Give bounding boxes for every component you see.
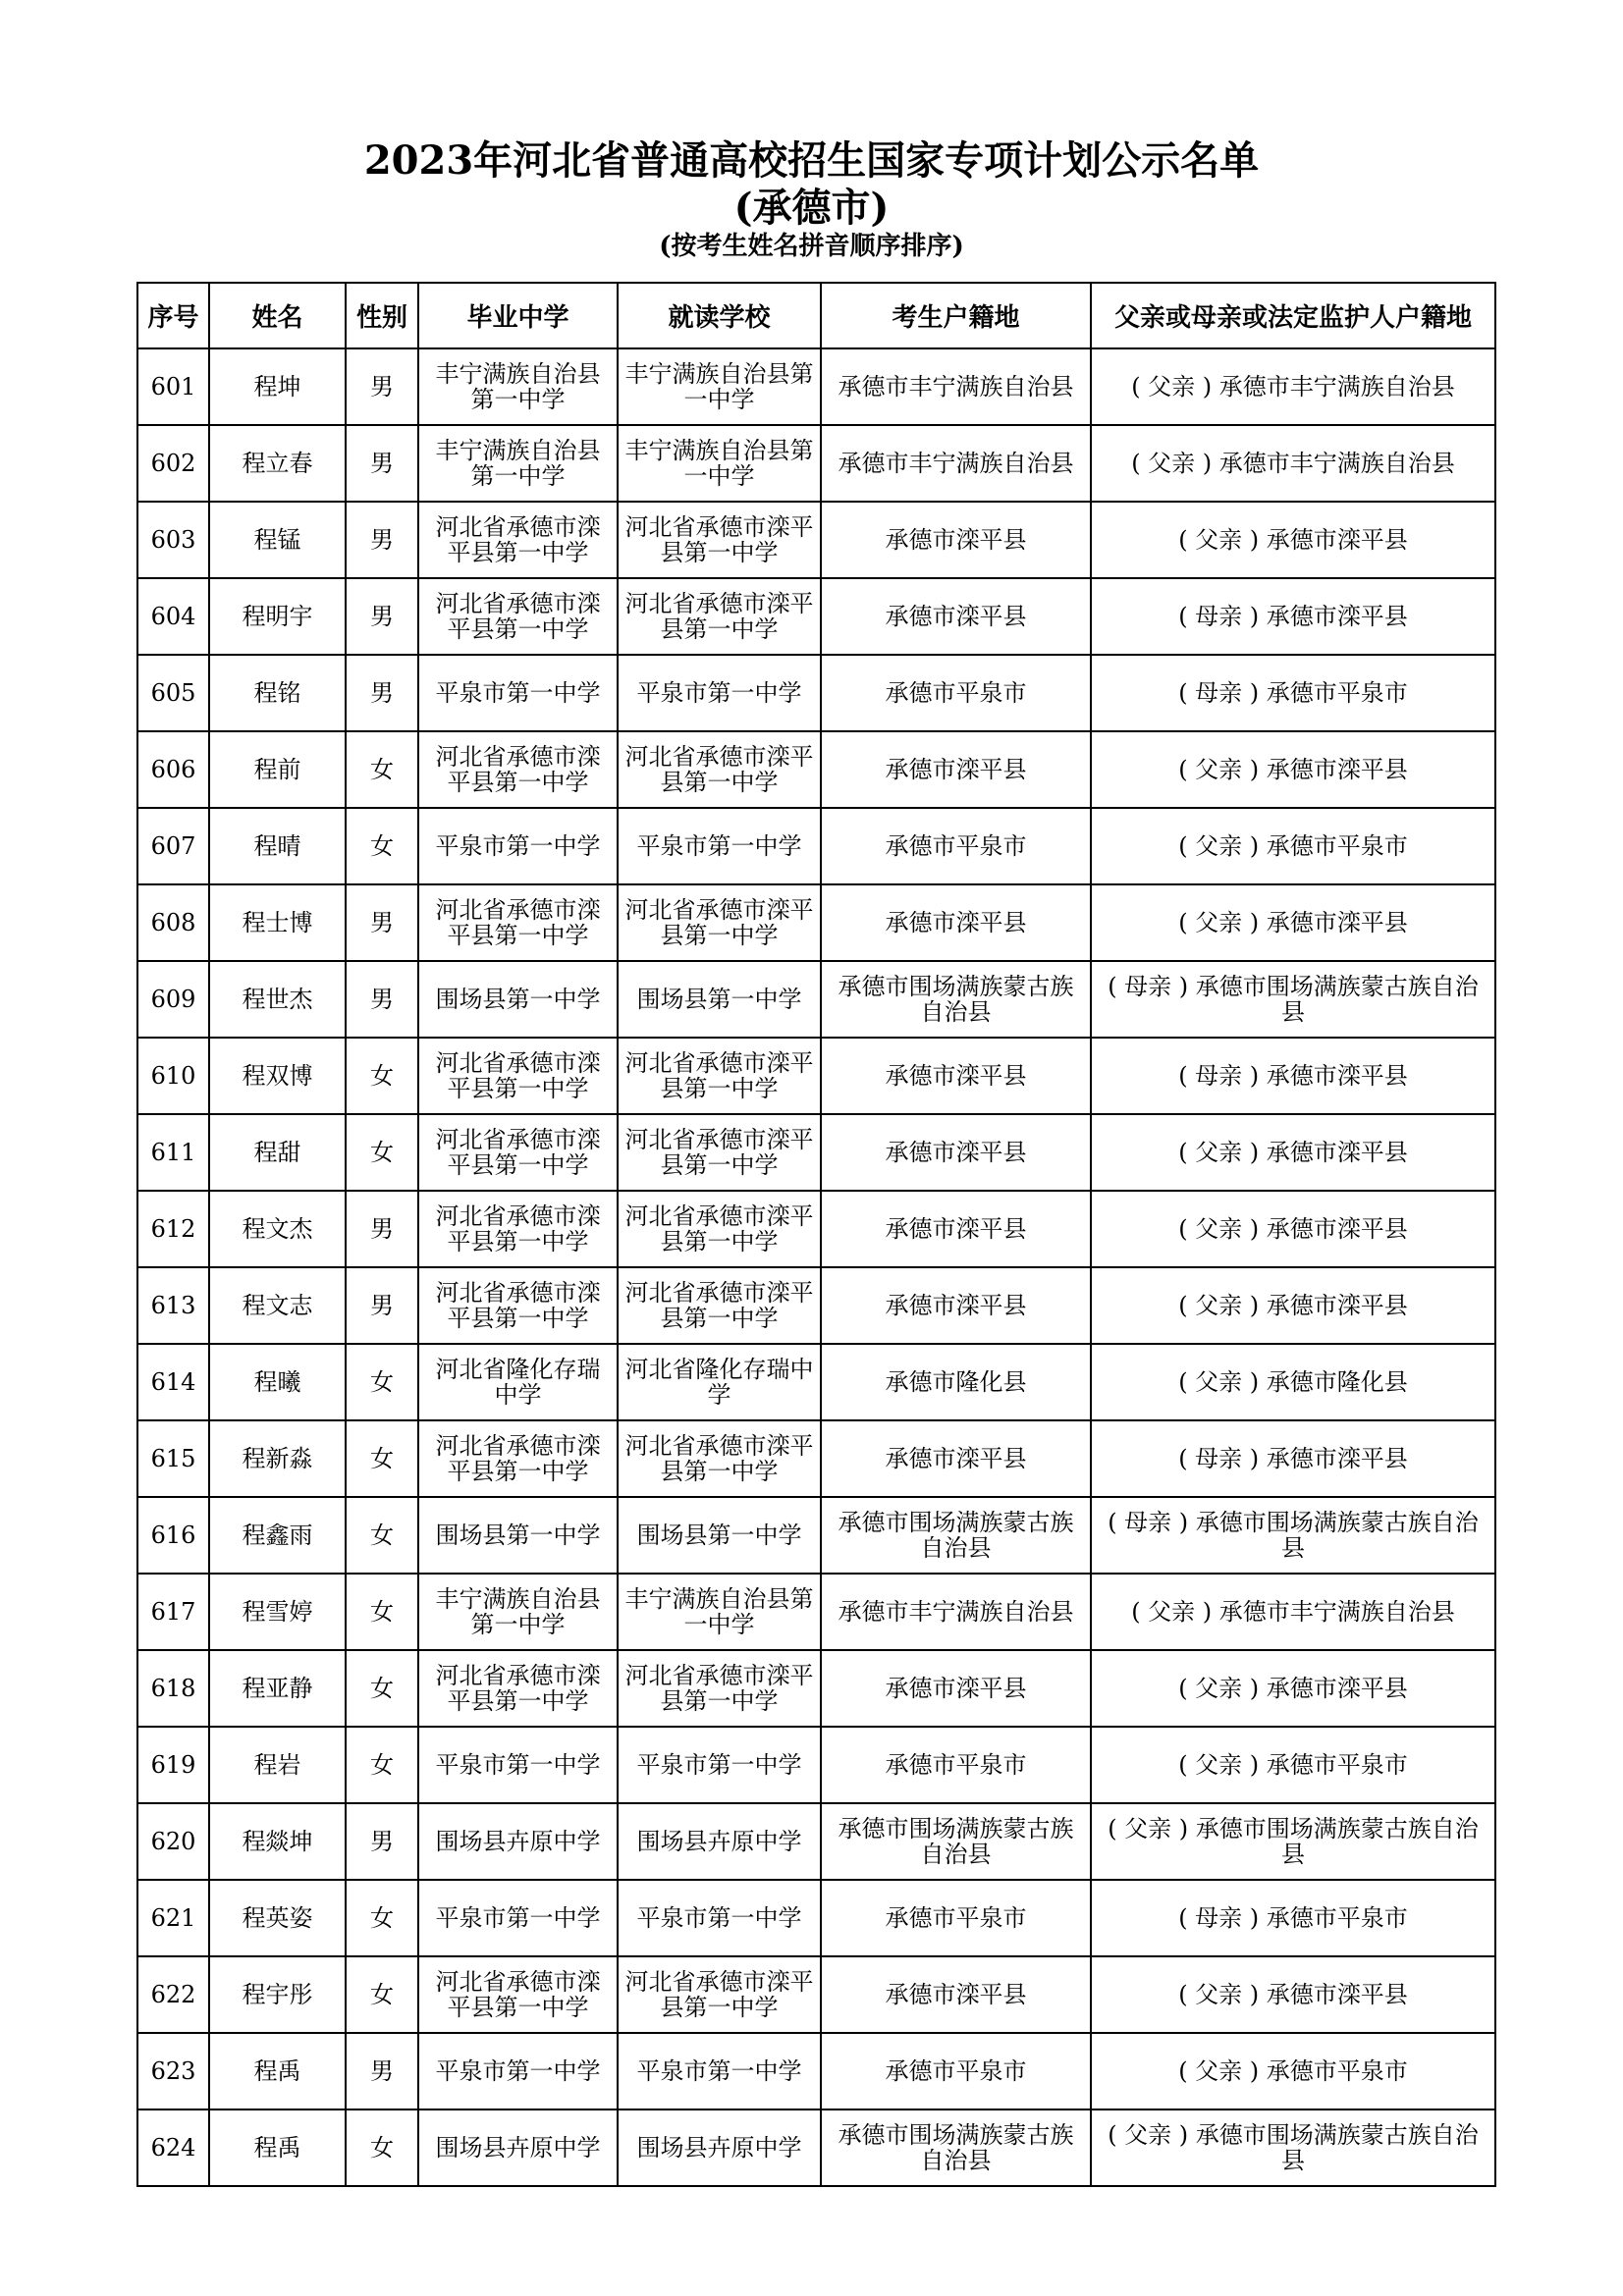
page-title: 2023年河北省普通高校招生国家专项计划公示名单 xyxy=(363,137,1260,184)
cell-student-residence: 承德市平泉市 xyxy=(821,1880,1091,1956)
table-row xyxy=(137,1574,1495,1650)
cell-graduated-school: 围场县卉原中学 xyxy=(418,1803,618,1880)
cell-graduated-school: 河北省承德市滦平县第一中学 xyxy=(418,1650,618,1727)
cell-name: 程英姿 xyxy=(209,1880,346,1956)
cell-current-school: 河北省承德市滦平县第一中学 xyxy=(618,1956,821,2033)
cell-name: 程立春 xyxy=(209,425,346,502)
cell-index: 609 xyxy=(137,961,209,1038)
cell-current-school: 河北省承德市滦平县第一中学 xyxy=(618,731,821,808)
sort-note: (按考生姓名拼音顺序排序) xyxy=(659,232,964,261)
cell-guardian-residence: ( 父亲 ) 承德市平泉市 xyxy=(1091,808,1495,884)
table-header-row xyxy=(137,283,1495,348)
cell-guardian-residence: ( 父亲 ) 承德市丰宁满族自治县 xyxy=(1091,348,1495,425)
table-row xyxy=(137,1497,1495,1574)
cell-name: 程明宇 xyxy=(209,578,346,655)
cell-gender: 女 xyxy=(346,1956,418,2033)
cell-gender: 女 xyxy=(346,731,418,808)
table-row xyxy=(137,1344,1495,1420)
table-row xyxy=(137,731,1495,808)
cell-index: 602 xyxy=(137,425,209,502)
cell-current-school: 丰宁满族自治县第一中学 xyxy=(618,1574,821,1650)
cell-student-residence: 承德市滦平县 xyxy=(821,578,1091,655)
cell-student-residence: 承德市围场满族蒙古族自治县 xyxy=(821,961,1091,1038)
cell-graduated-school: 丰宁满族自治县第一中学 xyxy=(418,1574,618,1650)
cell-graduated-school: 平泉市第一中学 xyxy=(418,1880,618,1956)
cell-gender: 女 xyxy=(346,2109,418,2186)
cell-guardian-residence: ( 父亲 ) 承德市滦平县 xyxy=(1091,502,1495,578)
cell-student-residence: 承德市丰宁满族自治县 xyxy=(821,1574,1091,1650)
cell-name: 程文杰 xyxy=(209,1191,346,1267)
col-header-gender: 性别 xyxy=(346,283,418,348)
cell-guardian-residence: ( 父亲 ) 承德市围场满族蒙古族自治县 xyxy=(1091,2109,1495,2186)
cell-guardian-residence: ( 父亲 ) 承德市平泉市 xyxy=(1091,1727,1495,1803)
cell-graduated-school: 河北省承德市滦平县第一中学 xyxy=(418,1114,618,1191)
cell-student-residence: 承德市平泉市 xyxy=(821,1727,1091,1803)
table-row xyxy=(137,884,1495,961)
cell-current-school: 河北省承德市滦平县第一中学 xyxy=(618,1114,821,1191)
cell-index: 608 xyxy=(137,884,209,961)
cell-current-school: 围场县第一中学 xyxy=(618,961,821,1038)
cell-graduated-school: 河北省承德市滦平县第一中学 xyxy=(418,884,618,961)
cell-guardian-residence: ( 父亲 ) 承德市丰宁满族自治县 xyxy=(1091,425,1495,502)
cell-gender: 女 xyxy=(346,1880,418,1956)
table-row xyxy=(137,1420,1495,1497)
cell-graduated-school: 河北省承德市滦平县第一中学 xyxy=(418,731,618,808)
cell-index: 605 xyxy=(137,655,209,731)
table-row xyxy=(137,1727,1495,1803)
cell-gender: 女 xyxy=(346,1727,418,1803)
cell-guardian-residence: ( 父亲 ) 承德市滦平县 xyxy=(1091,731,1495,808)
cell-student-residence: 承德市滦平县 xyxy=(821,1267,1091,1344)
cell-guardian-residence: ( 父亲 ) 承德市丰宁满族自治县 xyxy=(1091,1574,1495,1650)
cell-index: 613 xyxy=(137,1267,209,1344)
cell-current-school: 平泉市第一中学 xyxy=(618,1880,821,1956)
cell-name: 程新淼 xyxy=(209,1420,346,1497)
cell-index: 618 xyxy=(137,1650,209,1727)
cell-guardian-residence: ( 父亲 ) 承德市滦平县 xyxy=(1091,1956,1495,2033)
cell-graduated-school: 平泉市第一中学 xyxy=(418,1727,618,1803)
cell-name: 程坤 xyxy=(209,348,346,425)
cell-guardian-residence: ( 母亲 ) 承德市滦平县 xyxy=(1091,578,1495,655)
cell-index: 624 xyxy=(137,2109,209,2186)
cell-current-school: 河北省隆化存瑞中学 xyxy=(618,1344,821,1420)
cell-graduated-school: 河北省承德市滦平县第一中学 xyxy=(418,1191,618,1267)
cell-student-residence: 承德市平泉市 xyxy=(821,2033,1091,2109)
cell-guardian-residence: ( 母亲 ) 承德市平泉市 xyxy=(1091,1880,1495,1956)
cell-name: 程前 xyxy=(209,731,346,808)
col-header-guardian-residence: 父亲或母亲或法定监护人户籍地 xyxy=(1091,283,1495,348)
cell-name: 程文志 xyxy=(209,1267,346,1344)
col-header-graduated-school: 毕业中学 xyxy=(418,283,618,348)
cell-graduated-school: 河北省承德市滦平县第一中学 xyxy=(418,1420,618,1497)
cell-index: 601 xyxy=(137,348,209,425)
cell-guardian-residence: ( 父亲 ) 承德市滦平县 xyxy=(1091,1650,1495,1727)
cell-name: 程宇彤 xyxy=(209,1956,346,2033)
table-row xyxy=(137,655,1495,731)
cell-guardian-residence: ( 母亲 ) 承德市围场满族蒙古族自治县 xyxy=(1091,1497,1495,1574)
cell-guardian-residence: ( 父亲 ) 承德市滦平县 xyxy=(1091,884,1495,961)
cell-name: 程晴 xyxy=(209,808,346,884)
cell-student-residence: 承德市滦平县 xyxy=(821,731,1091,808)
cell-name: 程双博 xyxy=(209,1038,346,1114)
cell-name: 程甜 xyxy=(209,1114,346,1191)
table-row xyxy=(137,348,1495,425)
col-header-student-residence: 考生户籍地 xyxy=(821,283,1091,348)
cell-student-residence: 承德市滦平县 xyxy=(821,1191,1091,1267)
cell-gender: 女 xyxy=(346,1650,418,1727)
cell-graduated-school: 平泉市第一中学 xyxy=(418,2033,618,2109)
cell-gender: 男 xyxy=(346,348,418,425)
cell-guardian-residence: ( 母亲 ) 承德市平泉市 xyxy=(1091,655,1495,731)
cell-graduated-school: 河北省承德市滦平县第一中学 xyxy=(418,1038,618,1114)
cell-name: 程禹 xyxy=(209,2109,346,2186)
cell-guardian-residence: ( 母亲 ) 承德市围场满族蒙古族自治县 xyxy=(1091,961,1495,1038)
cell-name: 程士博 xyxy=(209,884,346,961)
table-row xyxy=(137,2033,1495,2109)
cell-current-school: 丰宁满族自治县第一中学 xyxy=(618,348,821,425)
cell-current-school: 丰宁满族自治县第一中学 xyxy=(618,425,821,502)
table-row xyxy=(137,1880,1495,1956)
cell-student-residence: 承德市围场满族蒙古族自治县 xyxy=(821,1497,1091,1574)
cell-graduated-school: 河北省隆化存瑞中学 xyxy=(418,1344,618,1420)
cell-gender: 女 xyxy=(346,1344,418,1420)
cell-name: 程亚静 xyxy=(209,1650,346,1727)
cell-guardian-residence: ( 母亲 ) 承德市滦平县 xyxy=(1091,1420,1495,1497)
cell-index: 607 xyxy=(137,808,209,884)
cell-guardian-residence: ( 父亲 ) 承德市围场满族蒙古族自治县 xyxy=(1091,1803,1495,1880)
roster-table xyxy=(136,282,1496,2187)
cell-gender: 女 xyxy=(346,1420,418,1497)
cell-current-school: 河北省承德市滦平县第一中学 xyxy=(618,1191,821,1267)
cell-student-residence: 承德市丰宁满族自治县 xyxy=(821,425,1091,502)
cell-current-school: 围场县第一中学 xyxy=(618,1497,821,1574)
cell-student-residence: 承德市滦平县 xyxy=(821,1114,1091,1191)
cell-index: 621 xyxy=(137,1880,209,1956)
cell-gender: 男 xyxy=(346,655,418,731)
cell-graduated-school: 河北省承德市滦平县第一中学 xyxy=(418,578,618,655)
cell-gender: 男 xyxy=(346,2033,418,2109)
cell-gender: 男 xyxy=(346,1191,418,1267)
table-row xyxy=(137,1191,1495,1267)
cell-graduated-school: 河北省承德市滦平县第一中学 xyxy=(418,1956,618,2033)
cell-graduated-school: 平泉市第一中学 xyxy=(418,655,618,731)
cell-index: 616 xyxy=(137,1497,209,1574)
cell-gender: 男 xyxy=(346,578,418,655)
cell-student-residence: 承德市滦平县 xyxy=(821,884,1091,961)
cell-guardian-residence: ( 父亲 ) 承德市滦平县 xyxy=(1091,1114,1495,1191)
cell-current-school: 围场县卉原中学 xyxy=(618,1803,821,1880)
table-row xyxy=(137,1267,1495,1344)
cell-current-school: 河北省承德市滦平县第一中学 xyxy=(618,1038,821,1114)
table-row xyxy=(137,2109,1495,2186)
cell-student-residence: 承德市围场满族蒙古族自治县 xyxy=(821,2109,1091,2186)
cell-index: 611 xyxy=(137,1114,209,1191)
cell-gender: 男 xyxy=(346,961,418,1038)
cell-name: 程鑫雨 xyxy=(209,1497,346,1574)
cell-student-residence: 承德市滦平县 xyxy=(821,1038,1091,1114)
cell-graduated-school: 河北省承德市滦平县第一中学 xyxy=(418,1267,618,1344)
cell-index: 623 xyxy=(137,2033,209,2109)
cell-student-residence: 承德市丰宁满族自治县 xyxy=(821,348,1091,425)
cell-gender: 男 xyxy=(346,884,418,961)
cell-current-school: 平泉市第一中学 xyxy=(618,1727,821,1803)
col-header-index: 序号 xyxy=(137,283,209,348)
cell-gender: 女 xyxy=(346,1497,418,1574)
cell-graduated-school: 平泉市第一中学 xyxy=(418,808,618,884)
table-row xyxy=(137,502,1495,578)
table-row xyxy=(137,1114,1495,1191)
cell-student-residence: 承德市平泉市 xyxy=(821,655,1091,731)
cell-gender: 男 xyxy=(346,1803,418,1880)
cell-current-school: 河北省承德市滦平县第一中学 xyxy=(618,502,821,578)
cell-index: 603 xyxy=(137,502,209,578)
cell-graduated-school: 丰宁满族自治县第一中学 xyxy=(418,348,618,425)
col-header-current-school: 就读学校 xyxy=(618,283,821,348)
cell-current-school: 平泉市第一中学 xyxy=(618,655,821,731)
cell-index: 610 xyxy=(137,1038,209,1114)
cell-name: 程燚坤 xyxy=(209,1803,346,1880)
cell-gender: 男 xyxy=(346,502,418,578)
cell-gender: 女 xyxy=(346,1574,418,1650)
table-row xyxy=(137,425,1495,502)
cell-index: 620 xyxy=(137,1803,209,1880)
cell-student-residence: 承德市围场满族蒙古族自治县 xyxy=(821,1803,1091,1880)
cell-gender: 男 xyxy=(346,1267,418,1344)
cell-index: 606 xyxy=(137,731,209,808)
cell-current-school: 围场县卉原中学 xyxy=(618,2109,821,2186)
cell-current-school: 平泉市第一中学 xyxy=(618,808,821,884)
cell-name: 程铭 xyxy=(209,655,346,731)
table-row xyxy=(137,1038,1495,1114)
cell-student-residence: 承德市滦平县 xyxy=(821,1956,1091,2033)
cell-student-residence: 承德市滦平县 xyxy=(821,1420,1091,1497)
cell-guardian-residence: ( 母亲 ) 承德市滦平县 xyxy=(1091,1038,1495,1114)
cell-name: 程禹 xyxy=(209,2033,346,2109)
cell-name: 程岩 xyxy=(209,1727,346,1803)
cell-graduated-school: 围场县第一中学 xyxy=(418,1497,618,1574)
table-row xyxy=(137,1650,1495,1727)
cell-index: 615 xyxy=(137,1420,209,1497)
col-header-name: 姓名 xyxy=(209,283,346,348)
cell-guardian-residence: ( 父亲 ) 承德市滦平县 xyxy=(1091,1191,1495,1267)
cell-guardian-residence: ( 父亲 ) 承德市隆化县 xyxy=(1091,1344,1495,1420)
cell-guardian-residence: ( 父亲 ) 承德市滦平县 xyxy=(1091,1267,1495,1344)
table-row xyxy=(137,961,1495,1038)
cell-student-residence: 承德市平泉市 xyxy=(821,808,1091,884)
table-row xyxy=(137,1803,1495,1880)
cell-current-school: 平泉市第一中学 xyxy=(618,2033,821,2109)
cell-gender: 女 xyxy=(346,1038,418,1114)
cell-student-residence: 承德市隆化县 xyxy=(821,1344,1091,1420)
cell-current-school: 河北省承德市滦平县第一中学 xyxy=(618,1650,821,1727)
table-row xyxy=(137,1956,1495,2033)
cell-gender: 男 xyxy=(346,425,418,502)
cell-guardian-residence: ( 父亲 ) 承德市平泉市 xyxy=(1091,2033,1495,2109)
page-subtitle: (承德市) xyxy=(733,185,890,231)
cell-name: 程雪婷 xyxy=(209,1574,346,1650)
cell-gender: 女 xyxy=(346,808,418,884)
cell-index: 619 xyxy=(137,1727,209,1803)
cell-index: 622 xyxy=(137,1956,209,2033)
cell-index: 614 xyxy=(137,1344,209,1420)
cell-index: 612 xyxy=(137,1191,209,1267)
cell-graduated-school: 丰宁满族自治县第一中学 xyxy=(418,425,618,502)
cell-graduated-school: 围场县第一中学 xyxy=(418,961,618,1038)
cell-name: 程锰 xyxy=(209,502,346,578)
cell-gender: 女 xyxy=(346,1114,418,1191)
table-row xyxy=(137,808,1495,884)
table-row xyxy=(137,578,1495,655)
cell-graduated-school: 围场县卉原中学 xyxy=(418,2109,618,2186)
cell-index: 617 xyxy=(137,1574,209,1650)
cell-current-school: 河北省承德市滦平县第一中学 xyxy=(618,578,821,655)
cell-index: 604 xyxy=(137,578,209,655)
cell-current-school: 河北省承德市滦平县第一中学 xyxy=(618,1267,821,1344)
cell-current-school: 河北省承德市滦平县第一中学 xyxy=(618,1420,821,1497)
cell-graduated-school: 河北省承德市滦平县第一中学 xyxy=(418,502,618,578)
cell-name: 程世杰 xyxy=(209,961,346,1038)
cell-name: 程曦 xyxy=(209,1344,346,1420)
cell-current-school: 河北省承德市滦平县第一中学 xyxy=(618,884,821,961)
cell-student-residence: 承德市滦平县 xyxy=(821,502,1091,578)
cell-student-residence: 承德市滦平县 xyxy=(821,1650,1091,1727)
